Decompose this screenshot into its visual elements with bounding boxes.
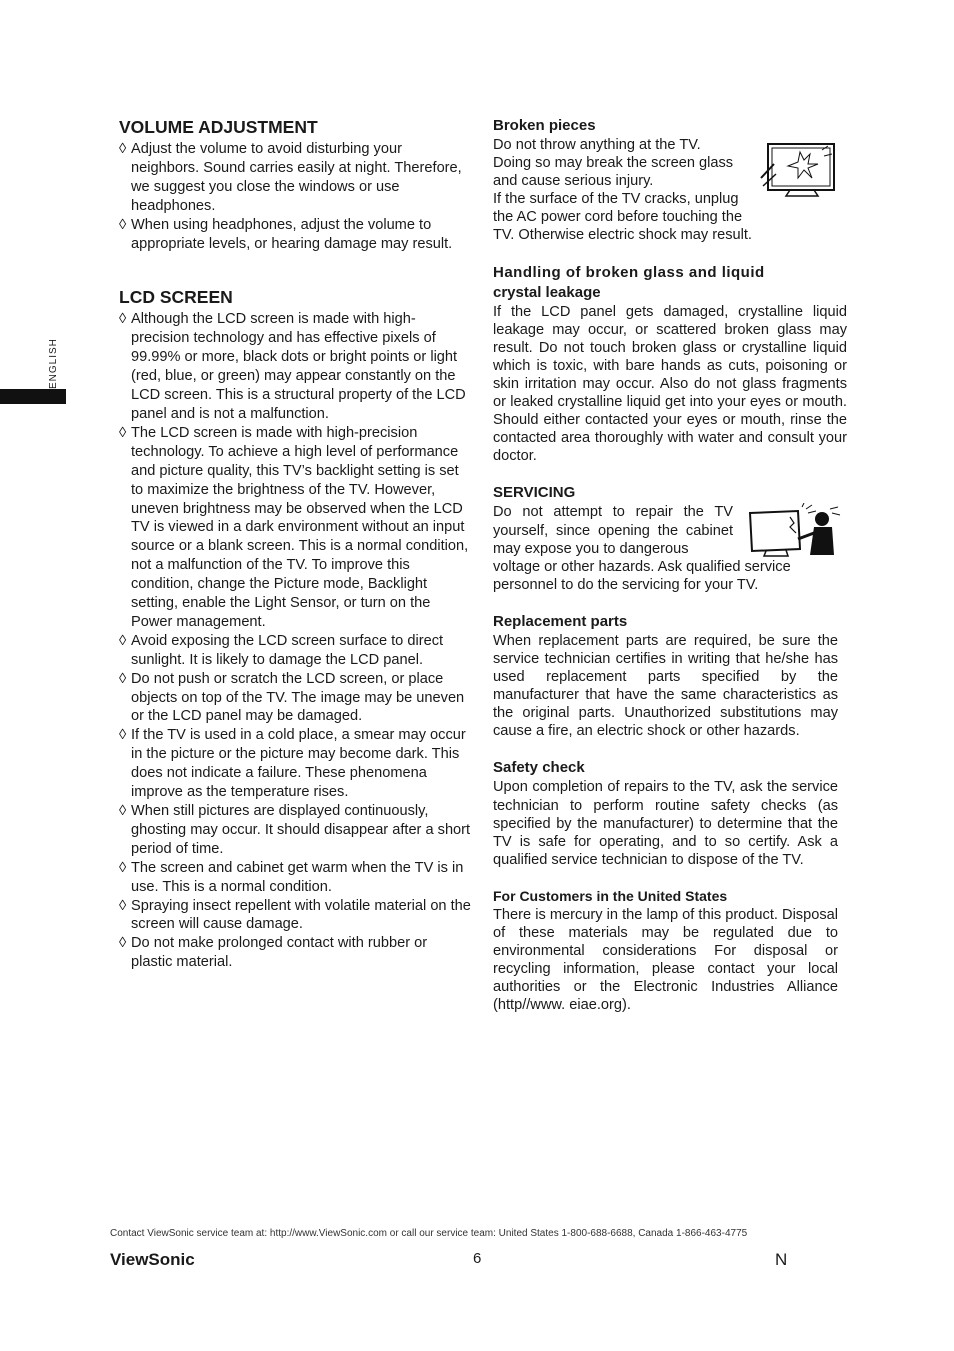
broken-line-1: Do not throw anything at the TV. bbox=[493, 137, 701, 153]
bullet-text: The LCD screen is made with high-precision technology. To achieve a high level of performance and picture quality, this TV’s backlight setting is set to maximize the brightness of the TV. However, uneven brightness may be observed when the LCD TV is viewed in a dark environment without an input source or a blank screen. This is a normal condition, not a malfunction of the TV. To improve this condition, change the Picture mode, Backlight setting, enable the Light Sensor, or turn on the Power management. bbox=[131, 424, 469, 630]
servicing-line-2: yourself, since opening the cabinet bbox=[493, 522, 733, 539]
bullet-diamond-icon: ◊ bbox=[119, 424, 127, 441]
left-column bbox=[119, 116, 471, 972]
bullet-item bbox=[119, 632, 471, 670]
bullet-text: Although the LCD screen is made with high-precision technology and has effective pixels of 99.99% or more, black dots or bright points or light (red, blue, or green) may appear constantly on the LCD screen. This is a structural property of the LCD panel and is not a malfunction. bbox=[131, 311, 466, 422]
us-customers-body: There is mercury in the lamp of this product. Disposal of these materials may be regulated due to environmental considerations For disposal or recycling information, please contact your local authorities or the Electronic Industries Alliance (http//www. eiae.org). bbox=[493, 906, 838, 1014]
replacement-heading: Replacement parts bbox=[493, 612, 628, 630]
footer-letter: N bbox=[775, 1250, 788, 1269]
bullet-diamond-icon: ◊ bbox=[119, 935, 127, 952]
volume-list bbox=[119, 140, 471, 253]
language-label-wrap bbox=[45, 331, 65, 389]
glass-body: If the LCD panel gets damaged, crystalline liquid leakage may occur, or scattered broken glass may result. Do not touch broken glass or crystalline liquid which is toxic, with bare hands as cuts, poisoning or skin irritation may occur. Also do not glass fragments or leaked crystalline liquid get into your eyes or mouth. Should either contacted your eyes or mouth, rinse the contacted area thoroughly with water and consult your doctor. bbox=[493, 303, 847, 465]
bullet-diamond-icon: ◊ bbox=[119, 632, 127, 649]
broken-line-2: Doing so may break the screen glass bbox=[493, 155, 734, 172]
footer-brand: ViewSonic bbox=[110, 1250, 195, 1269]
right-column bbox=[493, 116, 847, 1014]
servicing-line-1: Do not attempt to repair the TV bbox=[493, 504, 733, 521]
us-customers-section bbox=[493, 887, 847, 1015]
bullet-diamond-icon: ◊ bbox=[119, 311, 127, 328]
servicing-line-3: may expose you to dangerous bbox=[493, 540, 689, 557]
broken-tv-illustration-icon bbox=[760, 140, 838, 200]
broken-pieces-section bbox=[493, 116, 847, 245]
bullet-text: The screen and cabinet get warm when the TV is in use. This is a normal condition. bbox=[131, 859, 464, 895]
bullet-diamond-icon: ◊ bbox=[119, 727, 127, 744]
bullet-text: When using headphones, adjust the volume to appropriate levels, or hearing damage may result. bbox=[131, 216, 453, 252]
bullet-text: Avoid exposing the LCD screen surface to direct sunlight. It is likely to damage the LCD panel. bbox=[131, 632, 444, 668]
bullet-item bbox=[119, 726, 471, 802]
page-number: 6 bbox=[473, 1250, 482, 1267]
bullet-diamond-icon: ◊ bbox=[119, 670, 127, 687]
broken-line-3: and cause serious injury. bbox=[493, 173, 654, 190]
servicing-line-5: personnel to do the servicing for your TV. bbox=[493, 576, 759, 593]
us-customers-heading: For Customers in the United States bbox=[493, 887, 728, 904]
broken-line-4: If the surface of the TV cracks, unplug bbox=[493, 191, 739, 208]
bullet-diamond-icon: ◊ bbox=[119, 859, 127, 876]
bullet-item bbox=[119, 802, 471, 859]
bullet-item bbox=[119, 216, 471, 254]
bullet-diamond-icon: ◊ bbox=[119, 141, 127, 157]
safety-body: Upon completion of repairs to the TV, ask the service technician to perform routine safety checks (as specified by the manufacturer) to determine that the TV is safe for operating, and to so certify. Ask a qualified service technician to dispose of the TV. bbox=[493, 779, 838, 868]
lcd-heading: LCD SCREEN bbox=[119, 287, 233, 308]
bullet-diamond-icon: ◊ bbox=[119, 803, 127, 819]
bullet-text: When still pictures are displayed continuously, ghosting may occur. It should disappear after a short period of time. bbox=[131, 803, 471, 857]
broken-line-5: the AC power cord before touching the bbox=[493, 209, 743, 226]
broken-line-6: TV. Otherwise electric shock may result. bbox=[493, 227, 752, 244]
bullet-text: If the TV is used in a cold place, a smear may occur in the picture or the picture may become dark. This does not indicate a failure. These phenomena improve as the temperature rises. bbox=[131, 727, 466, 801]
bullet-text: Spraying insect repellent with volatile material on the screen will cause damage. bbox=[131, 897, 471, 933]
replacement-body: When replacement parts are required, be sure the service technician certifies in writing that he/she has used replacement parts specified by the manufacturer that have the same characteristics as the original parts. Unauthorized substitutions may cause a fire, an electric shock or other hazards. bbox=[493, 632, 838, 740]
glass-section bbox=[493, 263, 847, 466]
footer-contact-text: Contact ViewSonic service team at: http://www.ViewSonic.com or call our service team: United States 1-800-688-6688, Canada 1-866-463-4775 bbox=[110, 1228, 748, 1239]
servicing-warning-illustration-icon bbox=[746, 503, 841, 558]
lcd-list bbox=[119, 310, 471, 972]
servicing-line-4: voltage or other hazards. Ask qualified service bbox=[493, 558, 791, 575]
broken-heading: Broken pieces bbox=[493, 117, 596, 134]
bullet-item bbox=[119, 670, 471, 727]
bullet-item bbox=[119, 140, 471, 216]
bullet-text: Do not make prolonged contact with rubber or plastic material. bbox=[131, 935, 428, 971]
glass-heading-1: Handling of broken glass and liquid bbox=[493, 263, 765, 281]
bullet-item bbox=[119, 424, 471, 632]
bullet-diamond-icon: ◊ bbox=[119, 216, 127, 233]
volume-heading: VOLUME ADJUSTMENT bbox=[119, 117, 318, 137]
bullet-text: Do not push or scratch the LCD screen, or place objects on top of the TV. The image may be uneven or the LCD panel may be damaged. bbox=[131, 670, 465, 725]
bullet-diamond-icon: ◊ bbox=[119, 897, 127, 914]
bullet-item bbox=[119, 897, 471, 935]
language-tab-bar bbox=[0, 389, 66, 404]
bullet-item bbox=[119, 859, 471, 897]
servicing-section bbox=[493, 483, 847, 593]
bullet-text: Adjust the volume to avoid disturbing your neighbors. Sound carries easily at night. Therefore, we suggest you close the windows or use headphones. bbox=[131, 141, 462, 214]
servicing-heading: SERVICING bbox=[493, 484, 576, 502]
replacement-section bbox=[493, 612, 847, 741]
bullet-item bbox=[119, 310, 471, 423]
bullet-item bbox=[119, 934, 471, 972]
language-label: ENGLISH bbox=[48, 338, 59, 389]
safety-heading: Safety check bbox=[493, 759, 585, 777]
glass-heading-2: crystal leakage bbox=[493, 283, 601, 301]
safety-section bbox=[493, 758, 847, 868]
